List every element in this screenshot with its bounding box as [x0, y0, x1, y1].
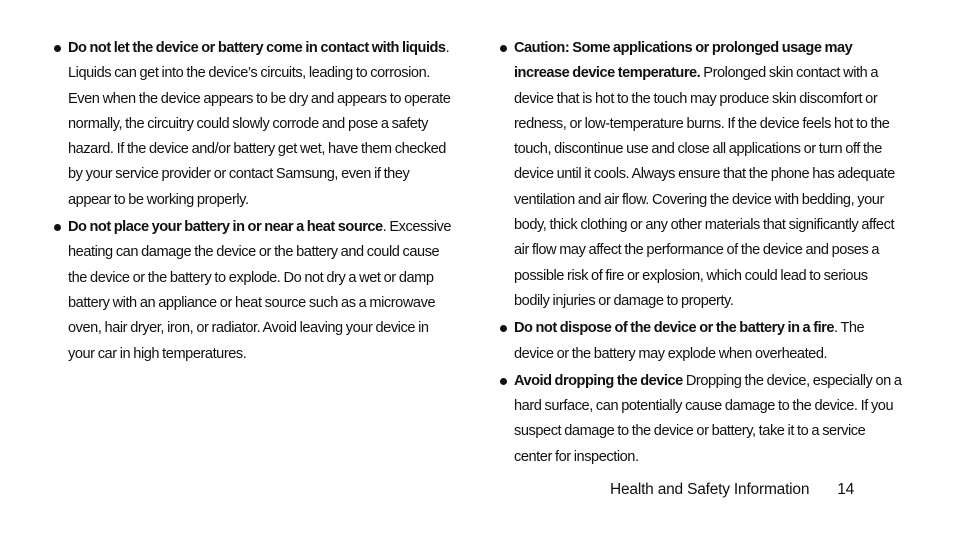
bullet-dot [500, 325, 507, 332]
bullet-temperature-caution [498, 36, 902, 314]
bullet-body: . The device or the battery may explode when overheated. [514, 320, 865, 362]
page-footer [610, 479, 854, 501]
bullet-heading: Do not dispose of the device or the battery in a fire [514, 320, 834, 337]
bullet-heading: Avoid dropping the device [514, 372, 683, 389]
footer-section-title: Health and Safety Information [610, 481, 810, 498]
left-column [52, 36, 452, 369]
bullet-dot [54, 45, 61, 52]
bullet-dot [500, 378, 507, 385]
bullet-heading: Do not let the device or battery come in contact with liquids [68, 40, 446, 56]
bullet-dot [500, 45, 507, 52]
bullet-heading: Caution: Some applications or prolonged usage may increase device temperature. [514, 40, 853, 82]
bullet-body: Dropping the device, especially on a hard surface, can potentially cause damage to the device. If you suspect damage to the device or battery, take it to a service center for inspection. [514, 372, 902, 465]
right-column [498, 36, 902, 472]
bullet-dropping [498, 369, 902, 470]
bullet-body: Prolonged skin contact with a device that is hot to the touch may produce skin discomfort or redness, or low-temperature burns. If the device feels hot to the touch, discontinue use and close all applications or turn off the device until it cools. Always ensure that the phone has adequate ventilation and air flow. Covering the device with bedding, your body, thick clothing or any other materials that significantly affect air flow may affect the performance of the device and poses a possible risk of fire or explosion, which could lead to serious bodily injuries or damage to property. [514, 65, 895, 309]
bullet-body: . Liquids can get into the device’s circuits, leading to corrosion. Even when the device appears to be dry and appears to operate normally, the circuitry could slowly corrode and pose a safety hazard. If the device and/or battery get wet, have them checked by your service provider or contact Samsung, even if they appear to be working properly. [68, 40, 451, 208]
bullet-heat-source [52, 215, 452, 367]
bullet-body: . Excessive heating can damage the device or the battery and could cause the device or the battery to explode. Do not dry a wet or damp battery with an appliance or heat source such as a microwave oven, hair dryer, iron, or radiator. Avoid leaving your device in your car in high temperatures. [68, 219, 452, 362]
bullet-liquids [52, 36, 452, 213]
bullet-heading: Do not place your battery in or near a heat source [68, 219, 383, 236]
bullet-fire-disposal [498, 316, 902, 367]
bullet-dot [54, 224, 61, 231]
page-number: 14 [837, 481, 855, 498]
